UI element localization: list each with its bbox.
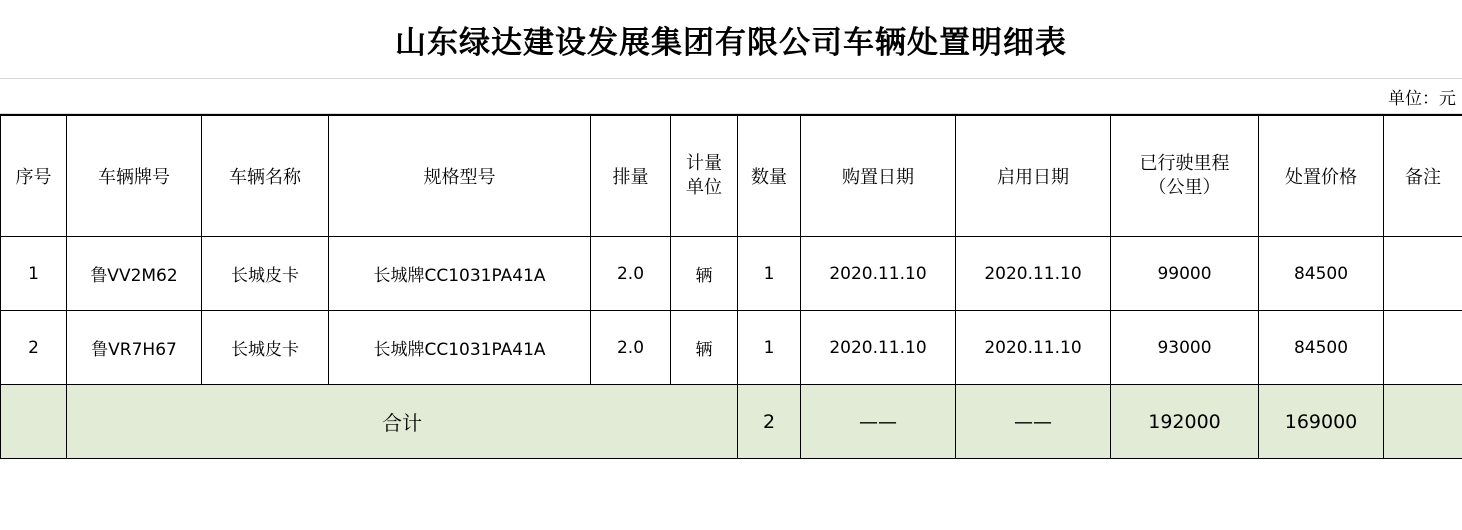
cell-quantity: 1 — [738, 311, 801, 385]
table-body — [1, 237, 1462, 459]
cell-plate: 鲁VR7H67 — [67, 311, 202, 385]
total-price: 169000 — [1259, 385, 1384, 459]
header-mileage — [1111, 115, 1259, 237]
header-unit — [671, 115, 738, 237]
cell-purchase-date: 2020.11.10 — [801, 311, 956, 385]
cell-start-date: 2020.11.10 — [956, 237, 1111, 311]
header-start-date: 启用日期 — [956, 115, 1111, 237]
table-row — [1, 311, 1462, 385]
header-remark: 备注 — [1384, 115, 1462, 237]
total-label: 合计 — [67, 385, 738, 459]
cell-start-date: 2020.11.10 — [956, 311, 1111, 385]
header-unit-line2: 单位 — [686, 177, 722, 198]
cell-price: 84500 — [1259, 237, 1384, 311]
header-displacement: 排量 — [591, 115, 671, 237]
cell-quantity: 1 — [738, 237, 801, 311]
header-mileage-line2: （公里） — [1148, 177, 1221, 198]
cell-plate: 鲁VV2M62 — [67, 237, 202, 311]
table-row — [1, 237, 1462, 311]
header-purchase-date: 购置日期 — [801, 115, 956, 237]
header-mileage-line1: 已行驶里程 — [1139, 152, 1230, 174]
total-start-date: —— — [956, 385, 1111, 459]
header-name: 车辆名称 — [202, 115, 329, 237]
cell-index: 2 — [1, 311, 67, 385]
header-plate: 车辆牌号 — [67, 115, 202, 237]
cell-mileage: 99000 — [1111, 237, 1259, 311]
cell-price: 84500 — [1259, 311, 1384, 385]
vehicle-disposal-table — [0, 114, 1462, 459]
table-header — [1, 115, 1462, 237]
cell-remark — [1384, 311, 1462, 385]
page-title: 山东绿达建设发展集团有限公司车辆处置明细表 — [395, 24, 1067, 61]
header-index: 序号 — [1, 115, 67, 237]
total-purchase-date: —— — [801, 385, 956, 459]
cell-unit: 辆 — [671, 237, 738, 311]
total-index — [1, 385, 67, 459]
cell-displacement: 2.0 — [591, 237, 671, 311]
cell-mileage: 93000 — [1111, 311, 1259, 385]
cell-name: 长城皮卡 — [202, 311, 329, 385]
unit-note-row — [0, 79, 1462, 114]
header-price: 处置价格 — [1259, 115, 1384, 237]
header-unit-line1: 计量 — [686, 152, 722, 174]
total-quantity: 2 — [738, 385, 801, 459]
cell-unit: 辆 — [671, 311, 738, 385]
table-header-row — [1, 115, 1462, 237]
total-remark — [1384, 385, 1462, 459]
cell-model: 长城牌CC1031PA41A — [329, 311, 591, 385]
title-row — [0, 0, 1462, 79]
header-quantity: 数量 — [738, 115, 801, 237]
cell-index: 1 — [1, 237, 67, 311]
cell-remark — [1384, 237, 1462, 311]
total-row — [1, 385, 1462, 459]
header-model: 规格型号 — [329, 115, 591, 237]
unit-note: 单位：元 — [1388, 88, 1456, 109]
cell-model: 长城牌CC1031PA41A — [329, 237, 591, 311]
cell-purchase-date: 2020.11.10 — [801, 237, 956, 311]
total-mileage: 192000 — [1111, 385, 1259, 459]
cell-name: 长城皮卡 — [202, 237, 329, 311]
cell-displacement: 2.0 — [591, 311, 671, 385]
